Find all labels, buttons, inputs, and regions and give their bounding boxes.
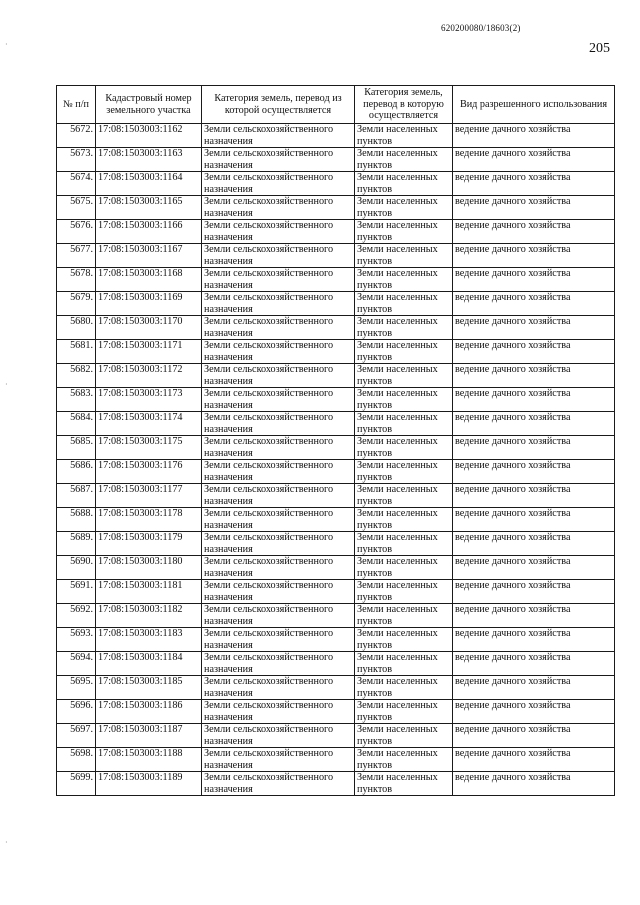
- cell-category-from: Земли сельскохозяйственного назначения: [202, 268, 355, 292]
- cell-category-from: Земли сельскохозяйственного назначения: [202, 700, 355, 724]
- cell-number: 5690.: [57, 556, 96, 580]
- cell-category-to: Земли населенных пунктов: [355, 340, 453, 364]
- cell-category-to: Земли населенных пунктов: [355, 388, 453, 412]
- cell-number: 5682.: [57, 364, 96, 388]
- cell-number: 5681.: [57, 340, 96, 364]
- cell-cadastral-number: 17:08:1503003:1178: [96, 508, 202, 532]
- land-plots-table: [56, 85, 615, 796]
- cell-category-from: Земли сельскохозяйственного назначения: [202, 292, 355, 316]
- column-header-cadastral: Кадастровый номер земельного участка: [96, 86, 202, 124]
- cell-number: 5687.: [57, 484, 96, 508]
- table-body: [57, 124, 615, 796]
- column-header-category-to: Категория земель, перевод в которую осуществляется: [355, 86, 453, 124]
- table-row: [57, 148, 615, 172]
- cell-number: 5684.: [57, 412, 96, 436]
- scan-margin-mark: ·: [5, 838, 8, 847]
- cell-cadastral-number: 17:08:1503003:1163: [96, 148, 202, 172]
- cell-number: 5694.: [57, 652, 96, 676]
- cell-category-from: Земли сельскохозяйственного назначения: [202, 364, 355, 388]
- cell-cadastral-number: 17:08:1503003:1162: [96, 124, 202, 148]
- column-header-category-from: Категория земель, перевод из которой осуществляется: [202, 86, 355, 124]
- column-header-number: № п/п: [57, 86, 96, 124]
- cell-category-from: Земли сельскохозяйственного назначения: [202, 772, 355, 796]
- table-row: [57, 316, 615, 340]
- cell-cadastral-number: 17:08:1503003:1169: [96, 292, 202, 316]
- cell-cadastral-number: 17:08:1503003:1184: [96, 652, 202, 676]
- table-row: [57, 244, 615, 268]
- table-row: [57, 268, 615, 292]
- cell-category-from: Земли сельскохозяйственного назначения: [202, 340, 355, 364]
- cell-cadastral-number: 17:08:1503003:1168: [96, 268, 202, 292]
- cell-category-to: Земли населенных пунктов: [355, 556, 453, 580]
- cell-category-to: Земли населенных пунктов: [355, 748, 453, 772]
- cell-permitted-use: ведение дачного хозяйства: [453, 532, 615, 556]
- table-row: [57, 724, 615, 748]
- table-row: [57, 748, 615, 772]
- cell-number: 5677.: [57, 244, 96, 268]
- cell-category-from: Земли сельскохозяйственного назначения: [202, 316, 355, 340]
- scan-margin-mark: ·: [5, 40, 8, 49]
- table-row: [57, 580, 615, 604]
- cell-number: 5674.: [57, 172, 96, 196]
- cell-number: 5692.: [57, 604, 96, 628]
- cell-permitted-use: ведение дачного хозяйства: [453, 268, 615, 292]
- cell-category-from: Земли сельскохозяйственного назначения: [202, 124, 355, 148]
- cell-cadastral-number: 17:08:1503003:1176: [96, 460, 202, 484]
- cell-category-from: Земли сельскохозяйственного назначения: [202, 244, 355, 268]
- table-row: [57, 412, 615, 436]
- cell-number: 5675.: [57, 196, 96, 220]
- table-row: [57, 484, 615, 508]
- cell-cadastral-number: 17:08:1503003:1182: [96, 604, 202, 628]
- cell-category-to: Земли населенных пунктов: [355, 412, 453, 436]
- cell-permitted-use: ведение дачного хозяйства: [453, 436, 615, 460]
- cell-number: 5683.: [57, 388, 96, 412]
- cell-permitted-use: ведение дачного хозяйства: [453, 148, 615, 172]
- cell-category-to: Земли населенных пунктов: [355, 676, 453, 700]
- cell-category-to: Земли населенных пунктов: [355, 436, 453, 460]
- table-row: [57, 604, 615, 628]
- cell-number: 5676.: [57, 220, 96, 244]
- cell-permitted-use: ведение дачного хозяйства: [453, 652, 615, 676]
- cell-cadastral-number: 17:08:1503003:1166: [96, 220, 202, 244]
- cell-permitted-use: ведение дачного хозяйства: [453, 316, 615, 340]
- cell-category-from: Земли сельскохозяйственного назначения: [202, 148, 355, 172]
- cell-number: 5673.: [57, 148, 96, 172]
- table-row: [57, 508, 615, 532]
- table-row: [57, 388, 615, 412]
- cell-permitted-use: ведение дачного хозяйства: [453, 196, 615, 220]
- cell-permitted-use: ведение дачного хозяйства: [453, 340, 615, 364]
- cell-cadastral-number: 17:08:1503003:1189: [96, 772, 202, 796]
- cell-category-to: Земли населенных пунктов: [355, 220, 453, 244]
- page-number: 205: [589, 41, 610, 56]
- cell-category-from: Земли сельскохозяйственного назначения: [202, 220, 355, 244]
- cell-category-from: Земли сельскохозяйственного назначения: [202, 388, 355, 412]
- cell-permitted-use: ведение дачного хозяйства: [453, 748, 615, 772]
- cell-permitted-use: ведение дачного хозяйства: [453, 556, 615, 580]
- table-row: [57, 628, 615, 652]
- cell-category-to: Земли населенных пунктов: [355, 316, 453, 340]
- cell-number: 5698.: [57, 748, 96, 772]
- table-row: [57, 172, 615, 196]
- cell-cadastral-number: 17:08:1503003:1188: [96, 748, 202, 772]
- cell-permitted-use: ведение дачного хозяйства: [453, 484, 615, 508]
- cell-permitted-use: ведение дачного хозяйства: [453, 676, 615, 700]
- cell-cadastral-number: 17:08:1503003:1171: [96, 340, 202, 364]
- table-row: [57, 532, 615, 556]
- table-row: [57, 196, 615, 220]
- table-row: [57, 436, 615, 460]
- cell-cadastral-number: 17:08:1503003:1165: [96, 196, 202, 220]
- cell-category-to: Земли населенных пунктов: [355, 148, 453, 172]
- cell-permitted-use: ведение дачного хозяйства: [453, 172, 615, 196]
- cell-category-to: Земли населенных пунктов: [355, 460, 453, 484]
- cell-category-from: Земли сельскохозяйственного назначения: [202, 604, 355, 628]
- cell-category-from: Земли сельскохозяйственного назначения: [202, 436, 355, 460]
- cell-permitted-use: ведение дачного хозяйства: [453, 388, 615, 412]
- cell-permitted-use: ведение дачного хозяйства: [453, 412, 615, 436]
- table-row: [57, 292, 615, 316]
- cell-number: 5693.: [57, 628, 96, 652]
- cell-number: 5689.: [57, 532, 96, 556]
- cell-number: 5685.: [57, 436, 96, 460]
- cell-category-from: Земли сельскохозяйственного назначения: [202, 724, 355, 748]
- table-row: [57, 652, 615, 676]
- cell-number: 5688.: [57, 508, 96, 532]
- cell-category-from: Земли сельскохозяйственного назначения: [202, 652, 355, 676]
- table-row: [57, 460, 615, 484]
- cell-category-from: Земли сельскохозяйственного назначения: [202, 580, 355, 604]
- cell-category-to: Земли населенных пунктов: [355, 292, 453, 316]
- cell-cadastral-number: 17:08:1503003:1175: [96, 436, 202, 460]
- cell-cadastral-number: 17:08:1503003:1170: [96, 316, 202, 340]
- cell-category-to: Земли населенных пунктов: [355, 124, 453, 148]
- table-row: [57, 556, 615, 580]
- cell-cadastral-number: 17:08:1503003:1177: [96, 484, 202, 508]
- cell-category-to: Земли населенных пунктов: [355, 196, 453, 220]
- cell-cadastral-number: 17:08:1503003:1185: [96, 676, 202, 700]
- cell-category-from: Земли сельскохозяйственного назначения: [202, 532, 355, 556]
- cell-category-to: Земли населенных пунктов: [355, 700, 453, 724]
- table-row: [57, 364, 615, 388]
- cell-number: 5691.: [57, 580, 96, 604]
- cell-category-from: Земли сельскохозяйственного назначения: [202, 628, 355, 652]
- cell-permitted-use: ведение дачного хозяйства: [453, 244, 615, 268]
- cell-number: 5699.: [57, 772, 96, 796]
- cell-permitted-use: ведение дачного хозяйства: [453, 364, 615, 388]
- table-row: [57, 124, 615, 148]
- cell-cadastral-number: 17:08:1503003:1167: [96, 244, 202, 268]
- cell-category-to: Земли населенных пунктов: [355, 772, 453, 796]
- cell-cadastral-number: 17:08:1503003:1186: [96, 700, 202, 724]
- cell-permitted-use: ведение дачного хозяйства: [453, 460, 615, 484]
- cell-category-to: Земли населенных пунктов: [355, 364, 453, 388]
- cell-number: 5697.: [57, 724, 96, 748]
- cell-permitted-use: ведение дачного хозяйства: [453, 628, 615, 652]
- cell-permitted-use: ведение дачного хозяйства: [453, 772, 615, 796]
- cell-category-to: Земли населенных пунктов: [355, 484, 453, 508]
- cell-cadastral-number: 17:08:1503003:1183: [96, 628, 202, 652]
- cell-category-from: Земли сельскохозяйственного назначения: [202, 172, 355, 196]
- table-row: [57, 772, 615, 796]
- cell-category-to: Земли населенных пунктов: [355, 604, 453, 628]
- cell-number: 5678.: [57, 268, 96, 292]
- cell-permitted-use: ведение дачного хозяйства: [453, 604, 615, 628]
- cell-permitted-use: ведение дачного хозяйства: [453, 724, 615, 748]
- cell-cadastral-number: 17:08:1503003:1187: [96, 724, 202, 748]
- cell-category-from: Земли сельскохозяйственного назначения: [202, 412, 355, 436]
- cell-cadastral-number: 17:08:1503003:1174: [96, 412, 202, 436]
- cell-cadastral-number: 17:08:1503003:1179: [96, 532, 202, 556]
- cell-category-to: Земли населенных пунктов: [355, 268, 453, 292]
- table-row: [57, 340, 615, 364]
- table-header-row: [57, 86, 615, 124]
- cell-category-to: Земли населенных пунктов: [355, 628, 453, 652]
- table-row: [57, 676, 615, 700]
- table-row: [57, 220, 615, 244]
- cell-category-from: Земли сельскохозяйственного назначения: [202, 676, 355, 700]
- cell-permitted-use: ведение дачного хозяйства: [453, 580, 615, 604]
- cell-category-to: Земли населенных пунктов: [355, 172, 453, 196]
- cell-category-from: Земли сельскохозяйственного назначения: [202, 196, 355, 220]
- cell-cadastral-number: 17:08:1503003:1181: [96, 580, 202, 604]
- cell-number: 5679.: [57, 292, 96, 316]
- cell-number: 5680.: [57, 316, 96, 340]
- cell-category-to: Земли населенных пунктов: [355, 244, 453, 268]
- cell-number: 5696.: [57, 700, 96, 724]
- cell-category-to: Земли населенных пунктов: [355, 652, 453, 676]
- cell-category-to: Земли населенных пунктов: [355, 532, 453, 556]
- cell-category-to: Земли населенных пунктов: [355, 580, 453, 604]
- scan-margin-mark: ·: [5, 380, 8, 389]
- cell-category-from: Земли сельскохозяйственного назначения: [202, 460, 355, 484]
- cell-number: 5686.: [57, 460, 96, 484]
- cell-permitted-use: ведение дачного хозяйства: [453, 508, 615, 532]
- cell-number: 5695.: [57, 676, 96, 700]
- cell-category-to: Земли населенных пунктов: [355, 724, 453, 748]
- cell-permitted-use: ведение дачного хозяйства: [453, 220, 615, 244]
- cell-permitted-use: ведение дачного хозяйства: [453, 700, 615, 724]
- cell-cadastral-number: 17:08:1503003:1164: [96, 172, 202, 196]
- table-row: [57, 700, 615, 724]
- cell-category-from: Земли сельскохозяйственного назначения: [202, 556, 355, 580]
- cell-category-to: Земли населенных пунктов: [355, 508, 453, 532]
- cell-category-from: Земли сельскохозяйственного назначения: [202, 508, 355, 532]
- column-header-permitted-use: Вид разрешенного использования: [453, 86, 615, 124]
- cell-number: 5672.: [57, 124, 96, 148]
- cell-cadastral-number: 17:08:1503003:1173: [96, 388, 202, 412]
- cell-permitted-use: ведение дачного хозяйства: [453, 292, 615, 316]
- cell-category-from: Земли сельскохозяйственного назначения: [202, 484, 355, 508]
- cell-cadastral-number: 17:08:1503003:1172: [96, 364, 202, 388]
- cell-category-from: Земли сельскохозяйственного назначения: [202, 748, 355, 772]
- cell-cadastral-number: 17:08:1503003:1180: [96, 556, 202, 580]
- document-id: 620200080/18603(2): [441, 23, 521, 33]
- cell-permitted-use: ведение дачного хозяйства: [453, 124, 615, 148]
